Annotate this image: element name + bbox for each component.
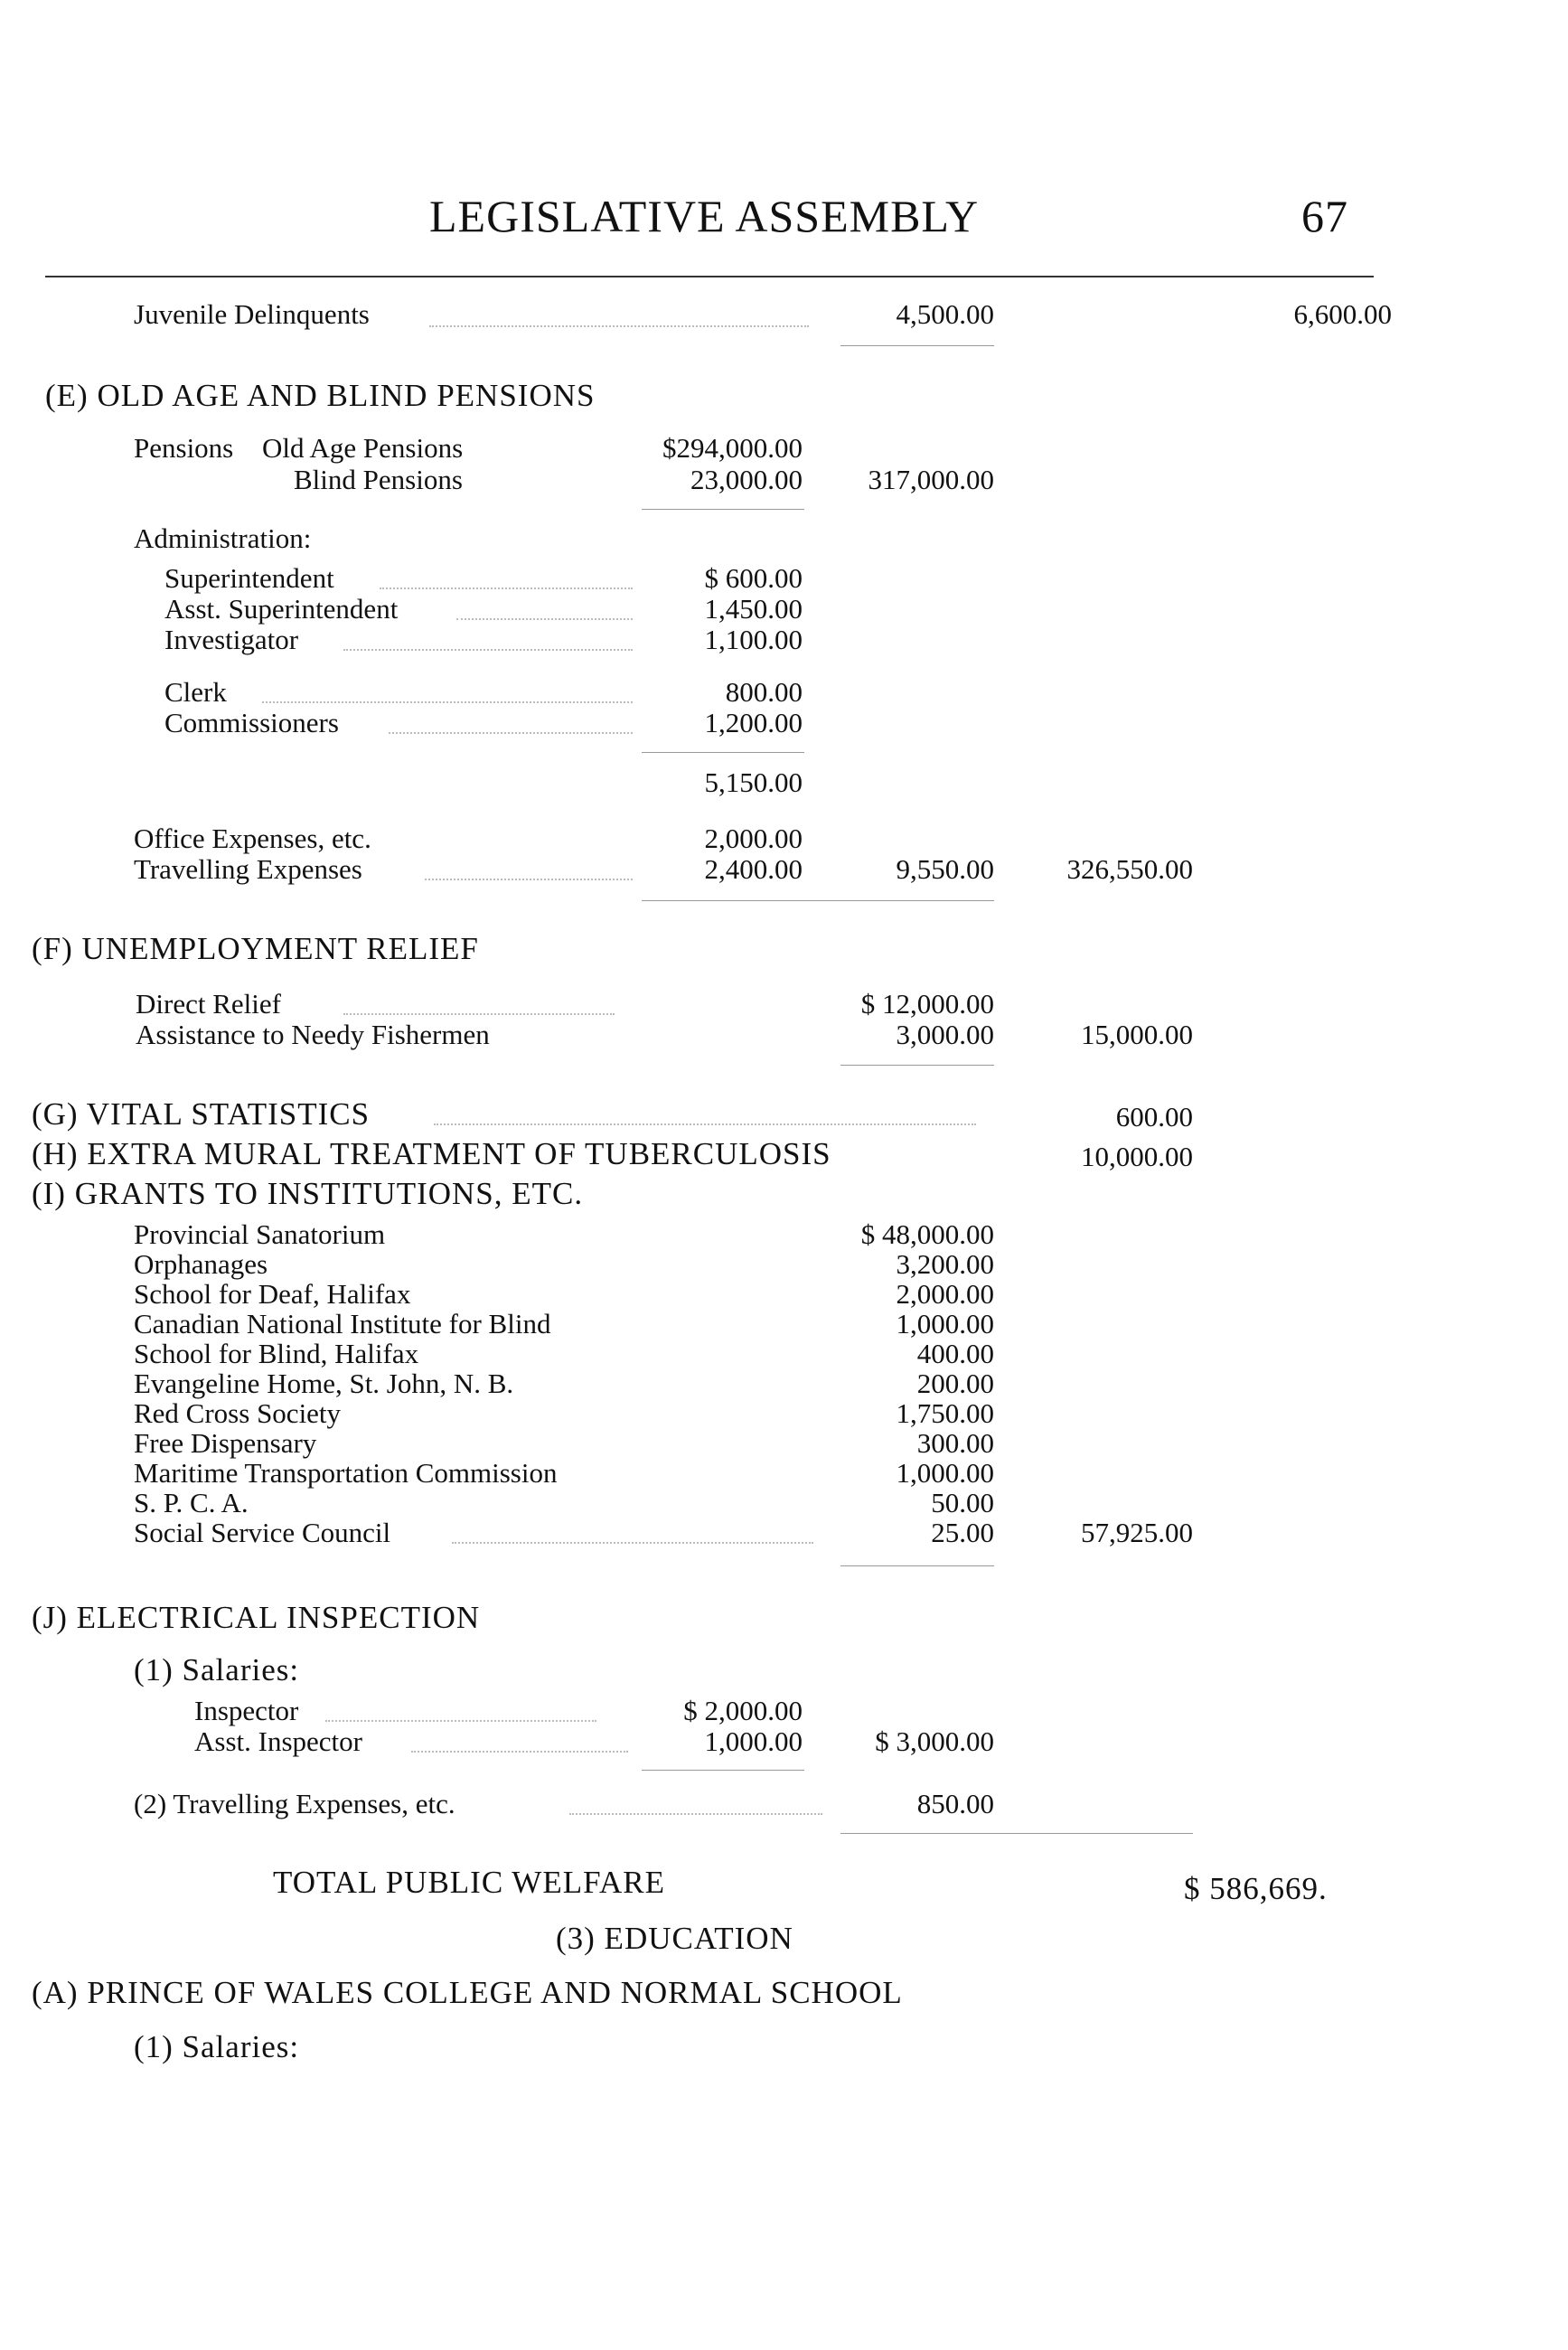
- grant-item-amount: 3,200.00: [896, 1248, 994, 1280]
- juvenile-amount: 4,500.00: [896, 298, 994, 330]
- pensions-total: 326,550.00: [1066, 853, 1193, 885]
- pensions-label: Pensions: [134, 432, 234, 464]
- office-expenses-label: Office Expenses, etc.: [134, 822, 371, 854]
- grant-item-label: School for Deaf, Halifax: [134, 1278, 411, 1310]
- electrical-salaries-subtotal: $ 3,000.00: [875, 1725, 994, 1757]
- grant-item-label: Evangeline Home, St. John, N. B.: [134, 1368, 514, 1399]
- leader-dots: [325, 1720, 596, 1722]
- electrical-travel-label: (2) Travelling Expenses, etc.: [134, 1788, 455, 1819]
- leader-dots: [429, 325, 809, 327]
- blind-pensions-amount: 23,000.00: [690, 464, 803, 495]
- unemployment-item-label: Assistance to Needy Fishermen: [136, 1019, 490, 1050]
- office-expenses-amount: 2,000.00: [704, 822, 803, 854]
- sum-rule: [642, 509, 804, 510]
- unemployment-item-label: Direct Relief: [136, 988, 281, 1020]
- admin-item-amount: 1,100.00: [704, 624, 803, 655]
- sum-rule: [642, 900, 994, 901]
- grant-item-label: Provincial Sanatorium: [134, 1218, 386, 1250]
- blind-pensions-label: Blind Pensions: [294, 464, 463, 495]
- grant-item-amount: 1,000.00: [896, 1457, 994, 1489]
- total-public-welfare-label: TOTAL PUBLIC WELFARE: [273, 1865, 665, 1900]
- inspector-label: Inspector: [194, 1695, 299, 1726]
- leader-dots: [569, 1813, 822, 1815]
- pensions-subtotal: 317,000.00: [868, 464, 994, 495]
- grant-item-amount: 2,000.00: [896, 1278, 994, 1310]
- college-salaries-label: (1) Salaries:: [134, 2029, 300, 2064]
- unemployment-total: 15,000.00: [1081, 1019, 1193, 1050]
- header-rule: [45, 276, 1374, 277]
- grant-item-label: School for Blind, Halifax: [134, 1338, 419, 1369]
- grant-item-amount: 50.00: [931, 1487, 994, 1518]
- administration-heading: Administration:: [134, 522, 312, 554]
- grant-item-amount: 1,750.00: [896, 1397, 994, 1429]
- sum-rule: [642, 1770, 804, 1771]
- grant-item-amount: 25.00: [931, 1517, 994, 1548]
- grant-item-amount: 300.00: [916, 1427, 994, 1459]
- grant-item-amount: $ 48,000.00: [860, 1218, 994, 1250]
- leader-dots: [343, 649, 633, 651]
- administration-subtotal: 5,150.00: [704, 766, 803, 798]
- grant-item-amount: 200.00: [916, 1368, 994, 1399]
- inspector-amount: $ 2,000.00: [683, 1695, 803, 1726]
- grant-item-label: Maritime Transportation Commission: [134, 1457, 558, 1489]
- electrical-salaries-label: (1) Salaries:: [134, 1652, 300, 1687]
- leader-dots: [434, 1123, 976, 1125]
- grant-item-label: S. P. C. A.: [134, 1487, 249, 1518]
- travelling-expenses-label: Travelling Expenses: [134, 853, 362, 885]
- grant-item-label: Free Dispensary: [134, 1427, 317, 1459]
- admin-item-label: Clerk: [164, 676, 227, 708]
- pensions-heading: (E) OLD AGE AND BLIND PENSIONS: [45, 378, 596, 413]
- leader-dots: [411, 1751, 628, 1753]
- sum-rule: [840, 1565, 994, 1566]
- sum-rule: [642, 752, 804, 753]
- electrical-travel-amount: 850.00: [916, 1788, 994, 1819]
- sum-rule: [840, 1065, 994, 1066]
- admin-item-label: Investigator: [164, 624, 299, 655]
- admin-item-amount: 800.00: [725, 676, 803, 708]
- leader-dots: [389, 732, 633, 734]
- grant-item-label: Red Cross Society: [134, 1397, 342, 1429]
- old-age-pensions-amount: $294,000.00: [662, 432, 803, 464]
- tuberculosis-total: 10,000.00: [1081, 1141, 1193, 1172]
- travelling-expenses-amount: 2,400.00: [704, 853, 803, 885]
- admin-item-amount: $ 600.00: [704, 562, 803, 594]
- unemployment-item-amount: 3,000.00: [896, 1019, 994, 1050]
- vital-statistics-total: 600.00: [1115, 1101, 1193, 1133]
- unemployment-heading: (F) UNEMPLOYMENT RELIEF: [32, 931, 479, 966]
- grants-total: 57,925.00: [1081, 1517, 1193, 1548]
- leader-dots: [343, 1013, 615, 1015]
- electrical-heading: (J) ELECTRICAL INSPECTION: [32, 1600, 481, 1635]
- college-heading: (A) PRINCE OF WALES COLLEGE AND NORMAL SCHOOL: [32, 1975, 903, 2010]
- grant-item-amount: 400.00: [916, 1338, 994, 1369]
- leader-dots: [452, 1542, 813, 1544]
- admin-item-amount: 1,450.00: [704, 593, 803, 625]
- page-number: 67: [1301, 191, 1348, 241]
- leader-dots: [425, 879, 633, 880]
- total-public-welfare-amount: $ 586,669.: [1184, 1871, 1328, 1906]
- juvenile-total: 6,600.00: [1293, 298, 1392, 330]
- leader-dots: [380, 588, 633, 589]
- leader-dots: [262, 701, 633, 703]
- pensions-other-subtotal: 9,550.00: [896, 853, 994, 885]
- unemployment-item-amount: $ 12,000.00: [860, 988, 994, 1020]
- sum-rule: [840, 1833, 1193, 1834]
- vital-statistics-heading: (G) VITAL STATISTICS: [32, 1096, 371, 1132]
- old-age-pensions-label: Old Age Pensions: [262, 432, 464, 464]
- admin-item-label: Superintendent: [164, 562, 334, 594]
- juvenile-label: Juvenile Delinquents: [134, 298, 370, 330]
- admin-item-amount: 1,200.00: [704, 707, 803, 738]
- asst-inspector-amount: 1,000.00: [704, 1725, 803, 1757]
- admin-item-label: Asst. Superintendent: [164, 593, 399, 625]
- sum-rule: [840, 345, 994, 346]
- page-title: LEGISLATIVE ASSEMBLY: [429, 191, 980, 241]
- grant-item-amount: 1,000.00: [896, 1308, 994, 1340]
- grants-heading: (I) GRANTS TO INSTITUTIONS, ETC.: [32, 1176, 584, 1211]
- education-heading: (3) EDUCATION: [556, 1921, 793, 1956]
- grant-item-label: Canadian National Institute for Blind: [134, 1308, 551, 1340]
- grant-item-label: Social Service Council: [134, 1517, 391, 1548]
- admin-item-label: Commissioners: [164, 707, 339, 738]
- grant-item-label: Orphanages: [134, 1248, 268, 1280]
- asst-inspector-label: Asst. Inspector: [194, 1725, 362, 1757]
- tuberculosis-heading: (H) EXTRA MURAL TREATMENT OF TUBERCULOSIS: [32, 1136, 831, 1171]
